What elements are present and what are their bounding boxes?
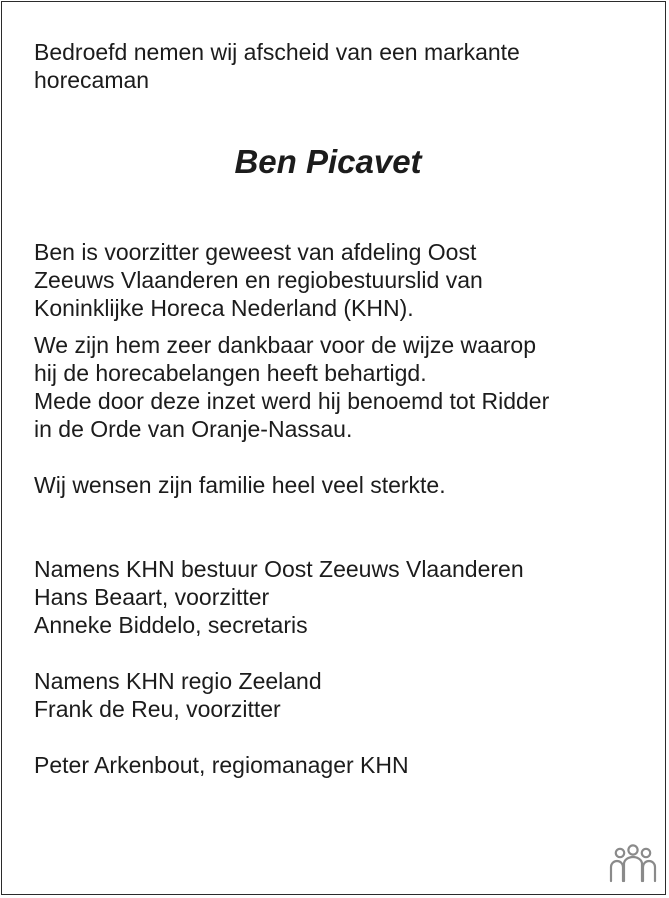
signature-group-oost-zeeuws-vlaanderen xyxy=(34,555,634,639)
text-line: Mede door deze inzet werd hij benoemd tot Ridder xyxy=(34,388,550,414)
people-group-icon xyxy=(607,843,659,883)
text-line: hij de horecabelangen heeft behartigd. xyxy=(34,360,427,386)
paragraph-gratitude xyxy=(34,331,634,443)
paragraph-role xyxy=(34,238,634,322)
text-line: in de Orde van Oranje-Nassau. xyxy=(34,416,353,442)
text-line: Zeeuws Vlaanderen en regiobestuurslid van xyxy=(34,267,483,293)
signature-line: Peter Arkenbout, regiomanager KHN xyxy=(34,752,409,778)
signature-line: Anneke Biddelo, secretaris xyxy=(34,612,308,638)
text-line: Wij wensen zijn familie heel veel sterkte. xyxy=(34,472,446,498)
intro-line: Bedroefd nemen wij afscheid van een markante xyxy=(34,39,520,65)
intro-text xyxy=(34,38,634,94)
deceased-name: Ben Picavet xyxy=(234,143,422,180)
text-line: Koninklijke Horeca Nederland (KHN). xyxy=(34,295,414,321)
signature-line: Namens KHN regio Zeeland xyxy=(34,668,322,694)
signature-line: Namens KHN bestuur Oost Zeeuws Vlaanderen xyxy=(34,556,524,582)
paragraph-condolence xyxy=(34,471,634,499)
signature-line: Frank de Reu, voorzitter xyxy=(34,696,281,722)
text-line: We zijn hem zeer dankbaar voor de wijze waarop xyxy=(34,332,536,358)
signature-group-zeeland xyxy=(34,667,634,723)
text-line: Ben is voorzitter geweest van afdeling Oost xyxy=(34,239,477,265)
signature-group-regiomanager xyxy=(34,751,634,779)
intro-line: horecaman xyxy=(34,67,150,93)
obituary-content xyxy=(34,38,634,779)
signature-line: Hans Beaart, voorzitter xyxy=(34,584,270,610)
